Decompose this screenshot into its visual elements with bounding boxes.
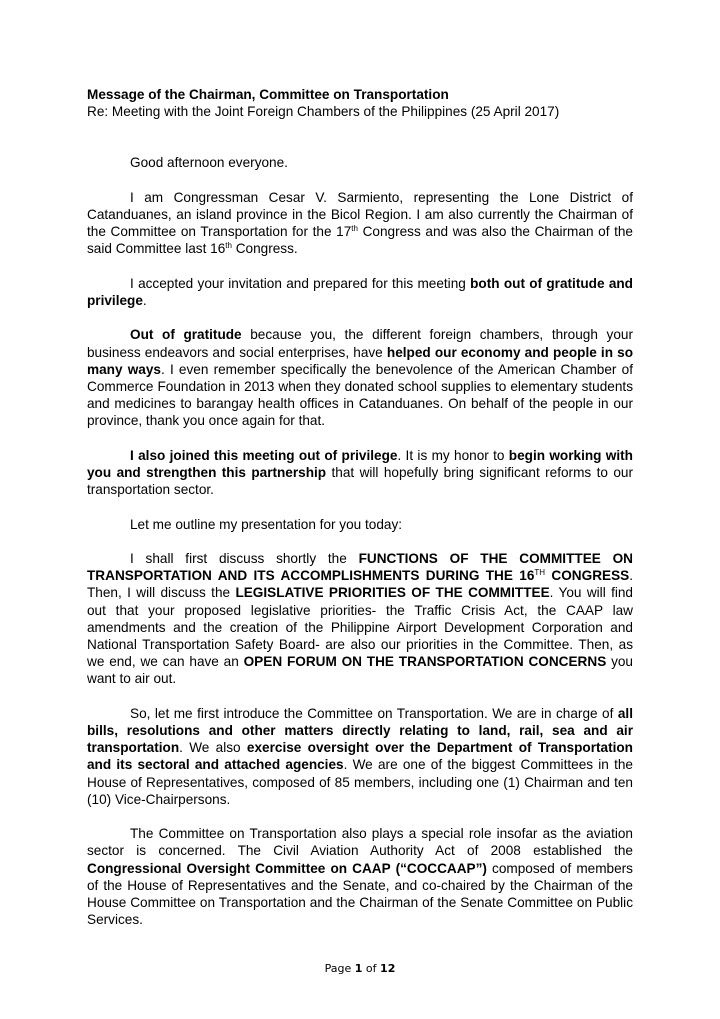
privilege-paragraph (87, 447, 633, 499)
greeting-text: Good afternoon everyone. (130, 155, 288, 171)
outline-text-c: . Then, I will discuss the (87, 568, 633, 601)
outline-paragraph (87, 550, 633, 688)
page-footer (0, 962, 720, 975)
intro-sup-1: th (351, 224, 358, 234)
gratitude-text-c: . I even remember specifically the benevolence of the American Chamber of Commerce Foundation in 2013 when they donated school supplies to elementary students and medicines to barangay health offices in Catanduanes. On behalf of the people in our province, thank you once again for that. (87, 361, 633, 429)
committee-bold-1: all bills, resolutions and other matters directly relating to land, rail, sea and air transportation (87, 705, 633, 756)
invitation-text-c: . (142, 293, 147, 308)
gratitude-bold-1: Out of gratitude (130, 327, 242, 343)
committee-text-a: So, let me first introduce the Committee on Transportation. We are in charge of (130, 705, 618, 721)
aviation-text-a: The Committee on Transportation also plays a special role insofar as the aviation sector is concerned. The Civil Aviation Authority Act of 2008 established the (87, 826, 633, 859)
gratitude-paragraph (87, 326, 633, 429)
committee-text-c: . We also (179, 740, 247, 756)
aviation-bold-1: Congressional Oversight Committee on CAAP (“COCCAAP”) (87, 860, 487, 876)
page-number: 1 (354, 962, 363, 975)
committee-intro-paragraph (87, 705, 633, 808)
outline-text-a: I shall first discuss shortly the (130, 550, 359, 566)
committee-text-d: . We are one of the biggest Committees in the House of Representatives, composed of 85 members, including one (1) Chairman and ten (10) Vice-Chairpersons. (87, 757, 633, 807)
privilege-bold-2: begin working with you and strengthen this partnership (87, 447, 633, 480)
gratitude-bold-2: helped our economy and people in so many ways (87, 344, 634, 377)
intro-text-b: Congress and was also the Chairman of the said Committee last 16 (87, 224, 633, 257)
intro-text-c: Congress. (231, 241, 298, 257)
document-body (87, 86, 633, 946)
aviation-text-c: composed of members of the House of Representatives and the Senate, and co-chaired by the Chairman of the House Committee on Transportation and the Chairman of the Senate Committee on Public Services. (87, 860, 633, 928)
page-of-label: of (362, 962, 381, 975)
invitation-paragraph (87, 275, 633, 309)
outline-bold-1: FUNCTIONS OF THE COMMITTEE ON TRANSPORTATION AND ITS ACCOMPLISHMENTS DURING THE 16 (87, 550, 633, 584)
intro-sup-2: th (225, 241, 232, 251)
privilege-text-a: . It is my honor to (397, 447, 509, 463)
privilege-bold-1: I also joined this meeting out of privilege (130, 447, 398, 463)
outline-sup: TH (534, 568, 546, 578)
outline-intro-text: Let me outline my presentation for you today: (130, 516, 403, 532)
outline-text-e: you want to air out. (87, 654, 633, 687)
intro-paragraph (87, 189, 633, 258)
document-subtitle: Re: Meeting with the Joint Foreign Chambers of the Philippines (25 April 2017) (87, 104, 560, 120)
committee-bold-2: exercise oversight over the Department of Transportation and its sectoral and attached agencies (87, 740, 633, 773)
intro-text-a: I am Congressman Cesar V. Sarmiento, representing the Lone District of Catanduanes, an island province in the Bicol Region. I am also currently the Chairman of the Committee on Transportation for the 17 (87, 189, 633, 240)
outline-intro-paragraph (87, 516, 633, 533)
privilege-text-c: that will hopefully bring significant reforms to our transportation sector. (87, 465, 633, 498)
gratitude-text-a: because you, the different foreign chambers, through your business endeavors and social enterprises, have (87, 327, 633, 360)
outline-bold-2: CONGRESS (545, 568, 630, 584)
page-label: Page (324, 962, 355, 975)
aviation-paragraph (87, 825, 633, 928)
greeting-paragraph (87, 154, 633, 171)
outline-bold-3: LEGISLATIVE PRIORITIES OF THE COMMITTEE (235, 585, 550, 601)
document-title: Message of the Chairman, Committee on Transportation (87, 87, 449, 102)
outline-bold-4: OPEN FORUM ON THE TRANSPORTATION CONCERNS (243, 654, 607, 670)
invitation-bold: both out of gratitude and privilege (87, 275, 633, 308)
page-total: 12 (380, 962, 396, 975)
invitation-text-a: I accepted your invitation and prepared for this meeting (130, 275, 471, 291)
outline-text-d: . You will find out that your proposed legislative priorities- the Traffic Crisis Act, the CAAP law amendments and the creation of the Philippine Airport Development Corporation and National Transportation Safety Board- are also our priorities in the Committee. Then, as we end, we can have an (87, 585, 633, 670)
